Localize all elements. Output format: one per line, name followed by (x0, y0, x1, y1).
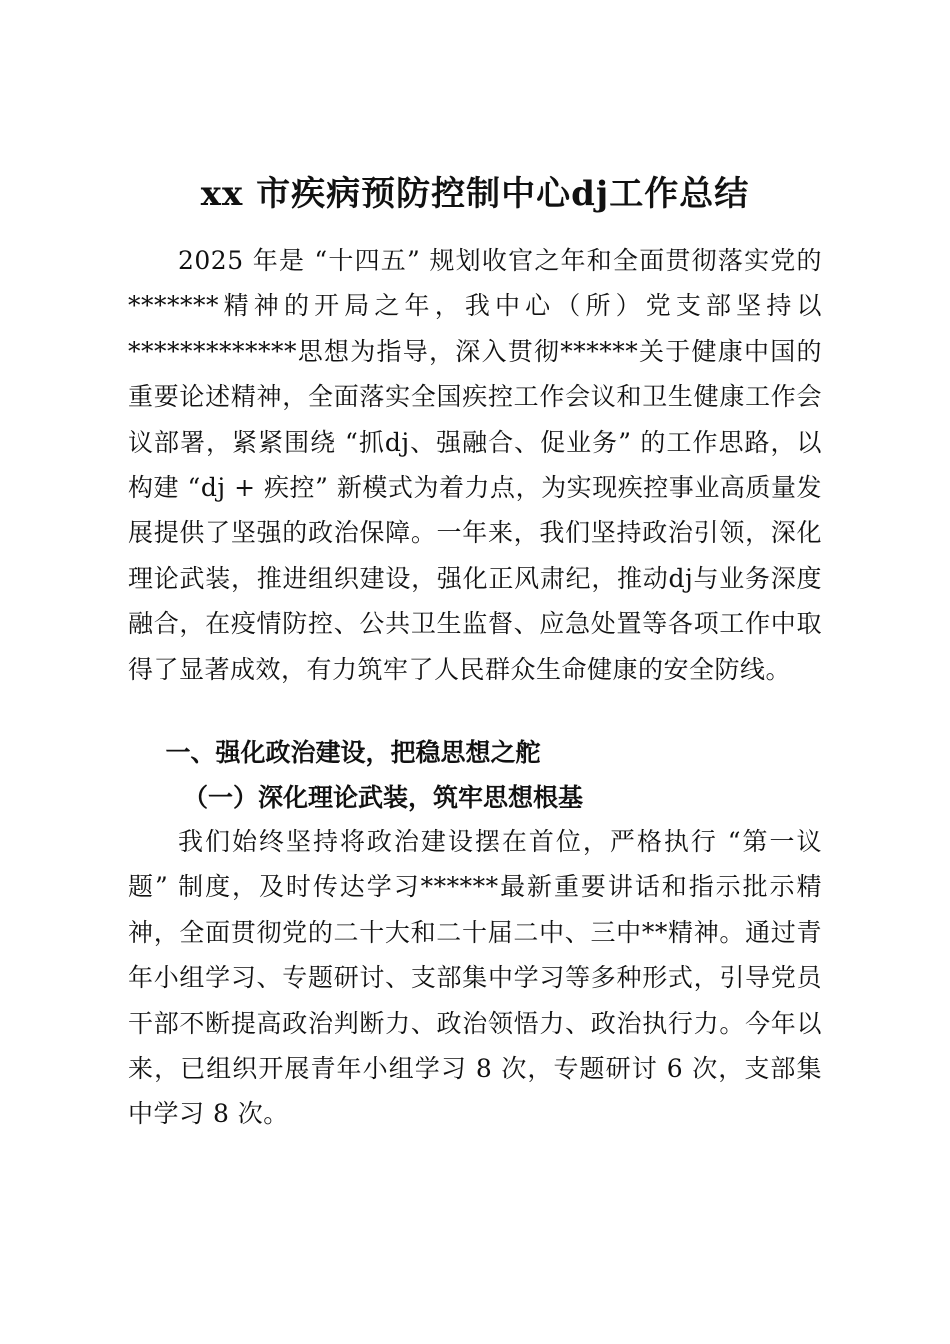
section-heading: 一、强化政治建设，把稳思想之舵 (165, 738, 541, 767)
document-title: xx 市疾病预防控制中心dj工作总结 (200, 174, 750, 214)
subsection-paragraph: 我们始终坚持将政治建设摆在首位，严格执行 “第一议题” 制度，及时传达学习******最新重要讲话和指示批示精神，全面贯彻党的二十大和二十届二中、三中**精神。通过青年小组学习、专题研讨、支部集中学习等多种形式，引导党员干部不断提高政治判断力、政治领悟力、政治执行力。今年以来，已组织开展青年小组学习 8 次，专题研讨 6 次，支部集中学习 8 次。 (128, 827, 822, 1129)
subsection-heading: （一）深化理论武装，筑牢思想根基 (183, 783, 584, 812)
intro-paragraph: 2025 年是 “十四五” 规划收官之年和全面贯彻落实党的*******精神的开局之年，我中心（所）党支部坚持以*************思想为指导，深入贯彻******关于健康中国的重要论述精神，全面落实全国疾控工作会议和卫生健康工作会议部署，紧紧围绕 “抓dj、强融合、促业务” 的工作思路，以构建 “dj + 疾控” 新模式为着力点，为实现疾控事业高质量发展提供了坚强的政治保障。一年来，我们坚持政治引领，深化理论武装，推进组织建设，强化正风肃纪，推动dj与业务深度融合，在疫情防控、公共卫生监督、应急处置等各项工作中取得了显著成效，有力筑牢了人民群众生命健康的安全防线。 (128, 246, 822, 684)
